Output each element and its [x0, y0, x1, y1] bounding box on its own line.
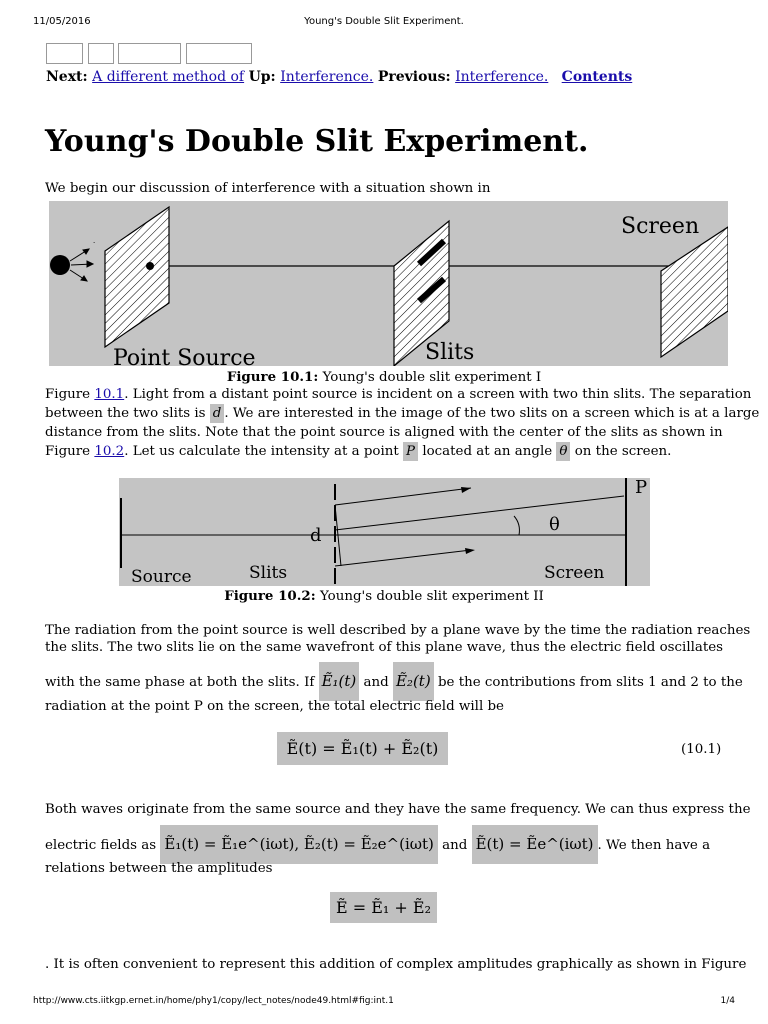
para2-line2: the slits. The two slits lie on the same wavefront of this plane wave, thus the electric field oscillates	[45, 640, 724, 655]
contents-link[interactable]: Contents	[561, 69, 633, 85]
math-total-field: Ẽ(t) = Ẽe^(iωt)	[472, 825, 598, 864]
footer-page: 1/4	[720, 996, 735, 1006]
caption-text: Young's double slit experiment I	[322, 370, 542, 385]
slits-label: Slits	[425, 340, 475, 365]
theta-label: θ	[549, 514, 560, 535]
math-field-exprs: Ẽ₁(t) = Ẽ₁e^(iωt), Ẽ₂(t) = Ẽ₂e^(iωt)	[160, 825, 437, 864]
equation-number: (10.1)	[681, 742, 722, 757]
up-link[interactable]: Interference.	[280, 69, 374, 85]
para1-line1: Figure 10.1. Light from a distant point source is incident on a screen with two thin slits. The separation	[45, 387, 752, 402]
previous-label: Previous:	[377, 69, 451, 85]
d-label: d	[310, 525, 322, 546]
math-e1: Ẽ₁(t)	[319, 662, 360, 701]
next-link[interactable]: A different method of	[92, 69, 245, 85]
para4-line1: . It is often convenient to represent this addition of complex amplitudes graphically as shown in Figure	[45, 957, 747, 972]
symbol-d: d	[210, 404, 225, 423]
print-title: Young's Double Slit Experiment.	[304, 16, 464, 27]
nav-previous-button[interactable]	[118, 43, 181, 64]
para2-line4: radiation at the point P on the screen, the total electric field will be	[45, 699, 504, 714]
page-title: Young's Double Slit Experiment.	[45, 124, 589, 159]
figure-10-1	[49, 201, 728, 366]
math-e2: Ẽ₂(t)	[393, 662, 434, 701]
navigation-bar	[46, 69, 632, 85]
figure-10-2-caption	[0, 588, 768, 604]
figure-10-2	[119, 478, 650, 586]
print-date: 11/05/2016	[33, 16, 91, 27]
screen-label: Screen	[621, 214, 700, 239]
light-source	[50, 255, 70, 275]
figure-10-1-link[interactable]: 10.1	[94, 387, 125, 402]
footer-url: http://www.cts.iitkgp.ernet.in/home/phy1/copy/lect_notes/node49.html#fig:int.1	[33, 996, 394, 1006]
figure-10-1-caption	[0, 369, 768, 385]
figure-10-2-link[interactable]: 10.2	[94, 444, 125, 459]
caption-label: Figure 10.2:	[224, 588, 316, 604]
point-source-label: Point Source	[113, 346, 256, 366]
equation-10-1: Ẽ(t) = Ẽ₁(t) + Ẽ₂(t)	[277, 732, 448, 765]
para3-line2: electric fields as Ẽ₁(t) = Ẽ₁e^(iωt), Ẽ₂(t) = Ẽ₂e^(iωt) and Ẽ(t) = Ẽe^(iωt) . We then have a	[45, 825, 710, 864]
para1-line3: distance from the slits. Note that the point source is aligned with the center of the slits as shown in	[45, 425, 723, 440]
intro-text: We begin our discussion of interference with a situation shown in	[45, 181, 491, 196]
previous-link[interactable]: Interference.	[455, 69, 549, 85]
nav-next-button[interactable]	[46, 43, 83, 64]
up-label: Up:	[248, 69, 276, 85]
para3-line3: relations between the amplitudes	[45, 861, 273, 876]
equation-amplitudes: Ẽ = Ẽ₁ + Ẽ₂	[330, 892, 437, 923]
caption-label: Figure 10.1:	[226, 369, 319, 385]
para2-line3: with the same phase at both the slits. If Ẽ₁(t) and Ẽ₂(t) be the contributions from slits 1 and 2 to the	[45, 662, 743, 701]
nav-contents-button[interactable]	[186, 43, 252, 64]
p-label: P	[635, 478, 648, 498]
nav-up-button[interactable]	[88, 43, 114, 64]
caption-text: Young's double slit experiment II	[319, 589, 544, 604]
para1-line4: Figure 10.2. Let us calculate the intensity at a point P located at an angle θ on the screen.	[45, 444, 672, 459]
next-label: Next:	[46, 69, 88, 85]
para3-line1: Both waves originate from the same source and they have the same frequency. We can thus express the	[45, 802, 751, 817]
para2-line1: The radiation from the point source is well described by a plane wave by the time the radiation reaches	[45, 623, 751, 638]
screen-label-2: Screen	[544, 563, 605, 583]
symbol-p: P	[403, 442, 418, 461]
slits-label-2: Slits	[249, 563, 288, 583]
svg-text:·: ·	[93, 239, 96, 247]
pinhole	[146, 262, 154, 270]
symbol-theta: θ	[556, 442, 570, 461]
para1-line2: between the two slits is d . We are interested in the image of the two slits on a screen which is at a large	[45, 406, 760, 421]
source-label: Source	[131, 567, 192, 586]
